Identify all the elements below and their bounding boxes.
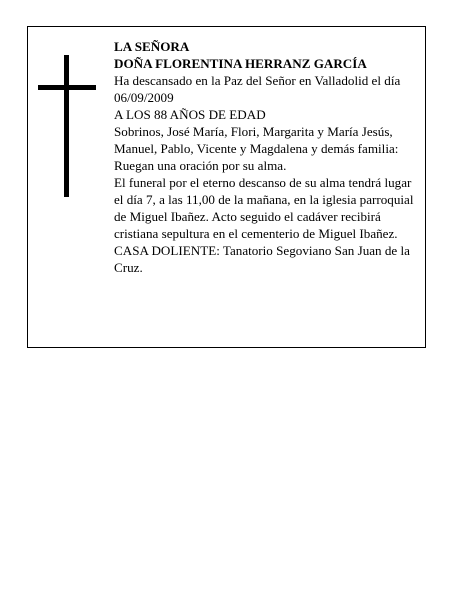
deceased-title: LA SEÑORA xyxy=(114,39,190,54)
death-statement: Ha descansado en la Paz del Señor en Valladolid el día 06/09/2009 xyxy=(114,73,401,105)
age-statement: A LOS 88 AÑOS DE EDAD xyxy=(114,107,266,122)
mourning-home: CASA DOLIENTE: Tanatorio Segoviano San Juan de la Cruz. xyxy=(114,243,410,275)
prayer-request: Ruegan una oración por su alma. xyxy=(114,158,287,173)
deceased-name: DOÑA FLORENTINA HERRANZ GARCÍA xyxy=(114,56,367,71)
cross-vertical-bar xyxy=(64,55,69,197)
cross-horizontal-bar xyxy=(38,85,96,90)
family-statement: Sobrinos, José María, Flori, Margarita y María Jesús, Manuel, Pablo, Vicente y Magdalena y demás familia: xyxy=(114,124,399,156)
cross-icon xyxy=(38,55,98,197)
funeral-details: El funeral por el eterno descanso de su alma tendrá lugar el día 7, a las 11,00 de la mañana, en la iglesia parroquial de Miguel Ibañez. Acto seguido el cadáver recibirá cristiana sepultura en el cementerio de Miguel Ibañez. xyxy=(114,175,414,241)
obituary-text xyxy=(114,38,418,276)
